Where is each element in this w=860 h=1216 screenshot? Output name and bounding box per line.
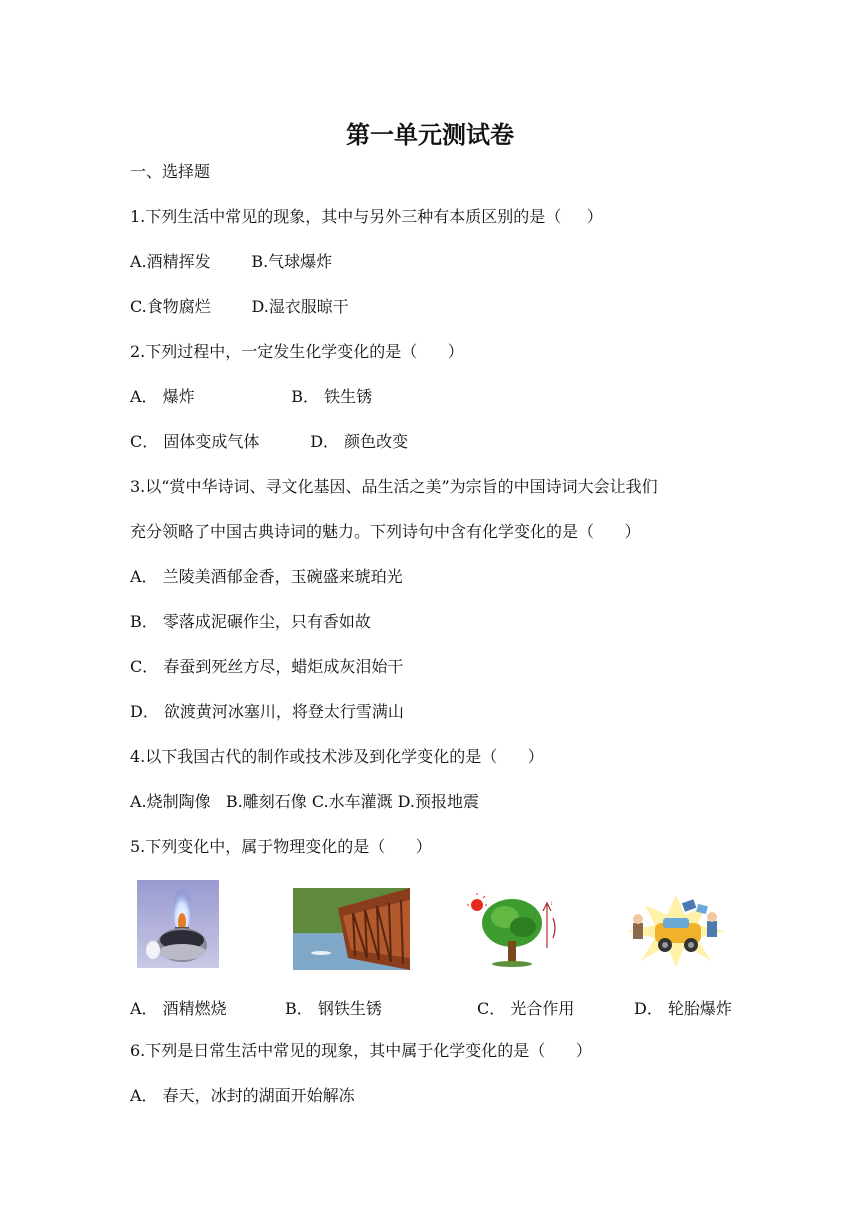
q3-option-a: A． 兰陵美酒郁金香，玉碗盛来琥珀光 [130, 567, 403, 586]
q2-options-row1: A． 爆炸 B． 铁生锈 [130, 387, 373, 406]
alcohol-lamp-image [137, 880, 219, 968]
q5-caption-a: A． 酒精燃烧 [130, 999, 227, 1018]
q1-stem: 1.下列生活中常见的现象，其中与另外三种有本质区别的是（ ） [130, 207, 603, 226]
q5-caption-c: C． 光合作用 [477, 999, 575, 1018]
q3-stem-line2: 充分领略了中国古典诗词的魅力。下列诗句中含有化学变化的是（ ） [130, 522, 641, 541]
q6-option-a: A． 春天，冰封的湖面开始解冻 [130, 1086, 355, 1105]
steel-bridge-image [293, 888, 410, 970]
q2-options-row2: C． 固体变成气体 D． 颜色改变 [130, 432, 409, 451]
q4-options: A.烧制陶像 B.雕刻石像 C.水车灌溉 D.预报地震 [130, 792, 480, 811]
q5-stem: 5.下列变化中，属于物理变化的是（ ） [130, 837, 432, 856]
q3-option-c: C． 春蚕到死丝方尽，蜡炬成灰泪始干 [130, 657, 404, 676]
photosynthesis-tree-image [467, 893, 572, 968]
q2-stem: 2.下列过程中，一定发生化学变化的是（ ） [130, 342, 464, 361]
tire-explosion-image [625, 893, 727, 968]
q5-caption-d: D． 轮胎爆炸 [634, 999, 732, 1018]
q6-stem: 6.下列是日常生活中常见的现象，其中属于化学变化的是（ ） [130, 1041, 592, 1060]
q1-options-row2: C.食物腐烂 D.湿衣服晾干 [130, 297, 349, 316]
q3-option-d: D． 欲渡黄河冰塞川，将登太行雪满山 [130, 702, 404, 721]
page-title: 第一单元测试卷 [346, 121, 514, 149]
section-heading: 一、选择题 [130, 162, 211, 181]
q1-options-row1: A.酒精挥发 B.气球爆炸 [130, 252, 333, 271]
q4-stem: 4.以下我国古代的制作或技术涉及到化学变化的是（ ） [130, 747, 544, 766]
q3-stem-line1: 3.以“赏中华诗词、寻文化基因、品生活之美”为宗旨的中国诗词大会让我们 [130, 477, 658, 496]
svg-text:⁞: ⁞ [551, 901, 553, 907]
q3-option-b: B． 零落成泥碾作尘，只有香如故 [130, 612, 371, 631]
q5-caption-b: B． 钢铁生锈 [285, 999, 382, 1018]
